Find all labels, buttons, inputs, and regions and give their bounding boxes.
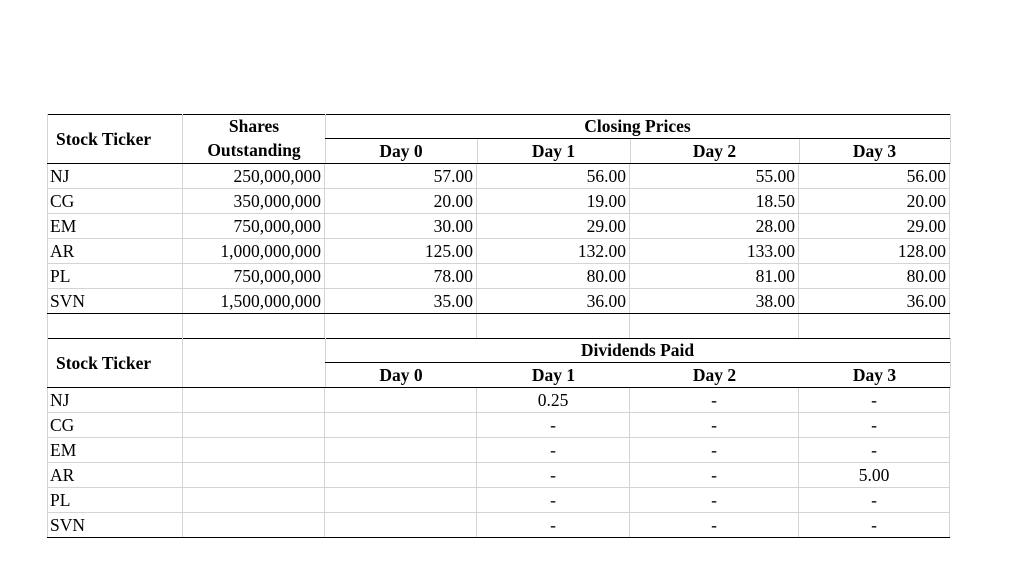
stock-ticker-header: Stock Ticker xyxy=(47,338,183,388)
spacer-row xyxy=(47,314,950,339)
price-cell: 20.00 xyxy=(325,189,477,214)
empty-cell xyxy=(183,488,325,513)
price-cell: 132.00 xyxy=(477,239,630,264)
price-cell: 128.00 xyxy=(799,239,950,264)
price-cell: 36.00 xyxy=(477,289,630,314)
dividend-cell: - xyxy=(477,438,630,463)
price-cell: 80.00 xyxy=(799,264,950,289)
table-row xyxy=(47,463,950,488)
price-cell: 20.00 xyxy=(799,189,950,214)
price-cell: 80.00 xyxy=(477,264,630,289)
price-cell: 28.00 xyxy=(630,214,799,239)
header-divider xyxy=(630,139,631,164)
price-cell: 19.00 xyxy=(477,189,630,214)
stock-ticker-header: Stock Ticker xyxy=(47,114,183,164)
dividend-cell: - xyxy=(630,488,799,513)
shares-header-line2: Outstanding xyxy=(207,140,301,160)
table-row xyxy=(47,289,950,314)
ticker-cell: CG xyxy=(47,189,183,214)
table-row xyxy=(47,214,950,239)
day0-header: Day 0 xyxy=(379,365,423,385)
ticker-cell: NJ xyxy=(47,388,183,413)
price-cell: 55.00 xyxy=(630,164,799,189)
dividend-cell: 5.00 xyxy=(799,463,950,488)
shares-cell: 1,000,000,000 xyxy=(183,239,325,264)
price-cell: 56.00 xyxy=(799,164,950,189)
price-cell: 81.00 xyxy=(630,264,799,289)
dividend-cell: - xyxy=(630,463,799,488)
day1-header: Day 1 xyxy=(531,141,576,161)
price-cell: 30.00 xyxy=(325,214,477,239)
day3-header: Day 3 xyxy=(852,365,897,385)
table-row xyxy=(47,388,950,413)
header-divider xyxy=(799,139,800,164)
empty-cell xyxy=(183,314,325,339)
dividends-paid-title: Dividends Paid xyxy=(580,340,695,360)
price-cell: 125.00 xyxy=(325,239,477,264)
ticker-cell: EM xyxy=(47,214,183,239)
table-row xyxy=(47,189,950,214)
empty-cell xyxy=(183,463,325,488)
price-cell: 56.00 xyxy=(477,164,630,189)
shares-cell: 350,000,000 xyxy=(183,189,325,214)
price-cell: 78.00 xyxy=(325,264,477,289)
table-bottom-border xyxy=(47,537,950,538)
price-cell: 35.00 xyxy=(325,289,477,314)
empty-cell xyxy=(183,513,325,538)
day0-header: Day 0 xyxy=(379,141,423,161)
table-row xyxy=(47,438,950,463)
table-row xyxy=(47,264,950,289)
dividend-cell: - xyxy=(477,488,630,513)
ticker-cell: CG xyxy=(47,413,183,438)
dividend-cell: - xyxy=(799,438,950,463)
dividend-cell xyxy=(325,413,477,438)
dividend-cell: - xyxy=(630,413,799,438)
empty-cell xyxy=(47,314,183,339)
dividend-cell xyxy=(325,513,477,538)
dividend-cell: - xyxy=(477,413,630,438)
empty-cell xyxy=(183,438,325,463)
spreadsheet xyxy=(47,114,950,538)
day3-header: Day 3 xyxy=(852,141,897,161)
empty-cell xyxy=(325,314,477,339)
table-row xyxy=(47,513,950,538)
shares-cell: 750,000,000 xyxy=(183,214,325,239)
day1-header: Day 1 xyxy=(531,365,576,385)
day2-header: Day 2 xyxy=(692,141,737,161)
table-row xyxy=(47,488,950,513)
dividend-cell: - xyxy=(477,513,630,538)
dividend-cell: - xyxy=(630,388,799,413)
empty-cell xyxy=(183,413,325,438)
shares-cell: 750,000,000 xyxy=(183,264,325,289)
dividend-cell: - xyxy=(630,438,799,463)
dividend-cell xyxy=(325,488,477,513)
empty-cell xyxy=(799,314,950,339)
dividend-cell xyxy=(325,463,477,488)
ticker-cell: PL xyxy=(47,488,183,513)
dividend-cell: - xyxy=(630,513,799,538)
price-cell: 133.00 xyxy=(630,239,799,264)
dividend-cell xyxy=(325,388,477,413)
dividend-cell: - xyxy=(799,513,950,538)
ticker-cell: EM xyxy=(47,438,183,463)
day2-header: Day 2 xyxy=(692,365,737,385)
shares-header-line1: Shares xyxy=(228,116,280,136)
price-cell: 29.00 xyxy=(477,214,630,239)
dividend-cell: - xyxy=(799,488,950,513)
price-cell: 38.00 xyxy=(630,289,799,314)
dividend-cell xyxy=(325,438,477,463)
ticker-cell: AR xyxy=(47,239,183,264)
dividend-cell: 0.25 xyxy=(477,388,630,413)
empty-cell xyxy=(183,388,325,413)
dividend-cell: - xyxy=(799,388,950,413)
ticker-cell: NJ xyxy=(47,164,183,189)
dividend-cell: - xyxy=(799,413,950,438)
ticker-cell: SVN xyxy=(47,289,183,314)
table-row xyxy=(47,239,950,264)
table-row xyxy=(47,413,950,438)
price-cell: 29.00 xyxy=(799,214,950,239)
shares-cell: 1,500,000,000 xyxy=(183,289,325,314)
closing-prices-title: Closing Prices xyxy=(584,116,691,136)
header-divider xyxy=(950,338,951,388)
price-cell: 57.00 xyxy=(325,164,477,189)
ticker-cell: AR xyxy=(47,463,183,488)
price-cell: 36.00 xyxy=(799,289,950,314)
header-divider xyxy=(950,114,951,164)
ticker-cell: SVN xyxy=(47,513,183,538)
empty-cell xyxy=(477,314,630,339)
ticker-cell: PL xyxy=(47,264,183,289)
empty-cell xyxy=(630,314,799,339)
price-cell: 18.50 xyxy=(630,189,799,214)
dividend-cell: - xyxy=(477,463,630,488)
table-row xyxy=(47,164,950,189)
header-divider xyxy=(477,139,478,164)
shares-cell: 250,000,000 xyxy=(183,164,325,189)
